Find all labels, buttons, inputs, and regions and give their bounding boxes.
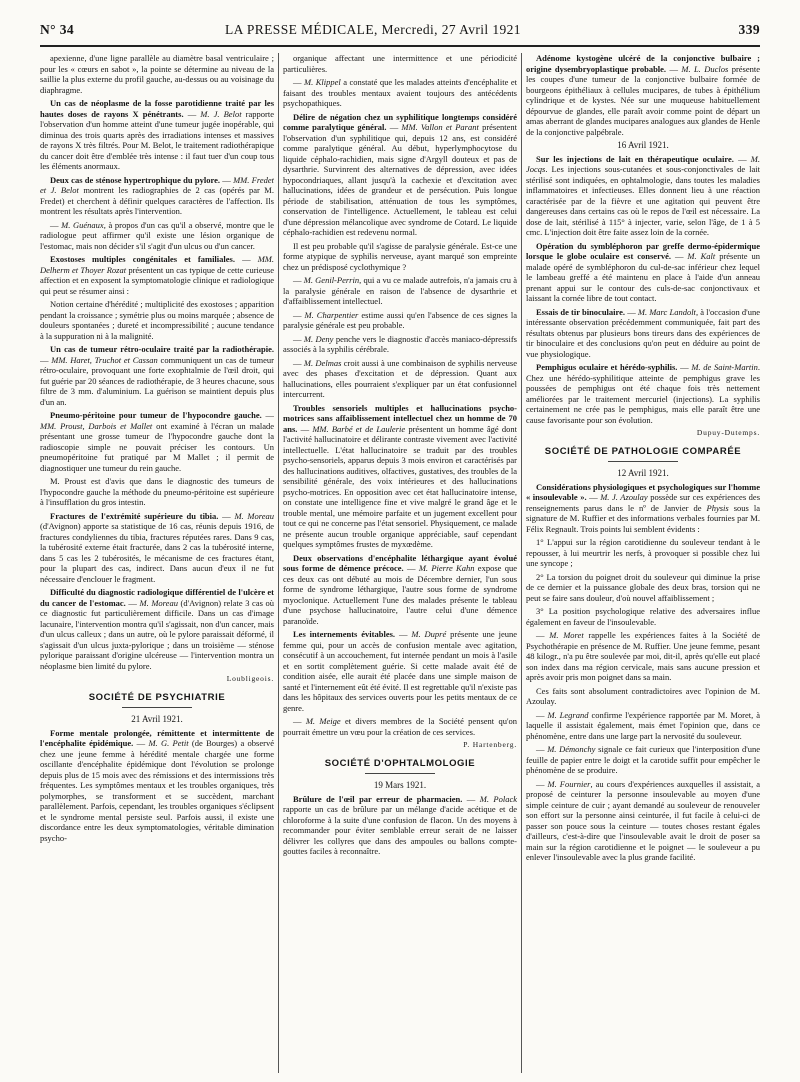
paragraph: — M. Genil-Perrin, qui a vu ce malade autrefois, n'a jamais cru à la paralysie générale en raison de l'absence de dysarthrie et d'affaiblissement intellectuel. bbox=[283, 275, 517, 306]
paragraph: 3° La position psychologique relative des adversaires influe également en faveur de l'insoulevable. bbox=[526, 606, 760, 627]
column-right bbox=[526, 53, 760, 1078]
session-date: 21 Avril 1921. bbox=[131, 714, 183, 724]
paragraph: Il est peu probable qu'il s'agisse de paralysie générale. Est-ce une forme atypique de syphilis nerveuse, ayant marqué son empreinte chez un prédisposé cyclothymique ? bbox=[283, 240, 517, 272]
paragraph: — M. Démonchy signale ce fait curieux que l'interposition d'une feuille de papier entre le doigt et la carotide suffit pour empêcher le phénomène de se produire. bbox=[526, 744, 760, 775]
paragraph: — M. Klippel a constaté que les malades atteints d'encéphalite et faisant des troubles mentaux avaient toujours des antécédents psychopathiques. bbox=[283, 77, 517, 108]
paragraph: 2° La torsion du poignet droit du souleveur qui diminue la prise de ce dernier et la puissance globale des deux bras, torsion qui ne peut se faire sans douleur, d'où nouvel affaiblissement ; bbox=[526, 571, 760, 603]
paragraph: Pemphigus oculaire et hérédo-syphilis. — M. de Saint-Martin. Chez une hérédo-syphilitique atteinte de pemphigus grave les poussées de pemphigus ont été chaque fois très nettement améliorées par le traitement mercuriel (injections). La syphilis certainement ne crée pas le pemphigus, mais elle paraît être une cause favorisante pour son évolution. bbox=[526, 362, 760, 425]
signature: P. Hartenberg. bbox=[463, 740, 517, 749]
column-divider bbox=[521, 53, 522, 1073]
session-date: 19 Mars 1921. bbox=[373, 780, 427, 790]
session-date: 12 Avril 1921. bbox=[617, 468, 669, 478]
column-left bbox=[40, 53, 274, 1078]
paragraph: Sur les injections de lait en thérapeutique oculaire. — M. Jocqs. Les injections sous-cutanées et sous-conjonctivales de lait stérilisé sont indiquées, en ophtalmologie, dans toutes les maladies inflammatoires et infectieuses. Elles donnent lieu à une réaction caractérisée par de la fièvre et une agitation qui peuvent être dangereuses dans certains cas où le repos de l'œil est nécessaire. La dose de lait, stérilisé à 115° à injecter, varie, selon l'âge, de 1 à 5 cmc. L'injection doit être faite assez loin de la cornée. bbox=[526, 153, 760, 237]
paragraph: — M. Fournier, au cours d'expériences auxquelles il assistait, a proposé de ceinturer la personne insoulevable au moyen d'une simple ceinture de cuir ; ayant demandé au souleveur de renouveler son effort sur la personne ainsi ceinturée, il fut facile à celui-ci de passer son pouce sous la ceinture — toutes choses restant égales d'ailleurs, c'est-à-dire que l'insoulevable avait le droit de poser sa main sur la région carotidienne et le poignet — le souleveur a pu enlever l'insoulevable avec la plus grande facilité. bbox=[526, 778, 760, 862]
paragraph: Notion certaine d'hérédité ; multiplicité des exostoses ; apparition pendant la croissance ; symétrie plus ou moins marquée ; absence de douleurs spontanées ; dureté et incompressibilité ; aucune tendance à la suppuration ni à la malignité. bbox=[40, 299, 274, 341]
page-number: 339 bbox=[738, 22, 760, 37]
paragraph: Troubles sensoriels multiples et hallucinations psycho-motrices sans affaiblissement intellectuel chez un homme de 70 ans. — MM. Barbé et de Laulerie présentent un homme âgé dont l'activité hallucinatoire et délirante contraste vivement avec l'activité intellectuelle. L'état hallucinatoire se traduit par des troubles psycho-sensoriels, apparus depuis 3 mois environ et caractérisés par des hallucinations auditives, olfactives, gustatives, des troubles de la sensibilité générale, des voix intérieures et des hallucinations psycho-motrices. En opposition avec cet état hallucinatoire intense, on constate une intelligence fine et vive malgré le grand âge et le trouble mental, une mémoire parfaite et un jugement excellent pour tout ce qui ne concerne pas l'état sensoriel. Physiquement, ce malade ne présente aucun trouble organique appréciable, sauf cependant quelques symptômes frustes de myxœdème. bbox=[283, 402, 517, 549]
signature: Dupuy-Dutemps. bbox=[696, 428, 760, 437]
paragraph: M. Proust est d'avis que dans le diagnostic des tumeurs de l'hypocondre gauche la méthode du pneumo-péritoine est supérieure à l'insufflation du gros intestin. bbox=[40, 476, 274, 507]
paragraph: organique affectant une intermittence et une périodicité particulières. bbox=[283, 53, 517, 74]
paragraph: apexienne, d'une ligne parallèle au diamètre basal ventriculaire ; pour les « cœurs en sabot », la pointe se détermine au niveau de la saillie la plus externe du profil gauche, au-dessus ou au voisinage du diaphragme. bbox=[40, 53, 274, 95]
signature: Loubligeois. bbox=[226, 674, 274, 683]
section-heading: SOCIÉTÉ D'OPHTALMOLOGIE bbox=[324, 757, 476, 769]
paragraph: — M. Moret rappelle les expériences faites à la Société de Psychothérapie en présence de M. Ruffier. Une jeune femme, pesant 48 kilogr., n'a pu être soulevée par moi, dit-il, après qu'elle eut placé son index dans ma région cervicale, mais sans aucune pression et après avoir pris mon poignet dans sa main. bbox=[526, 630, 760, 682]
paragraph: — M. Meige et divers membres de la Société pensent qu'on pourrait émettre un vœu pour la création de ces services. bbox=[283, 716, 517, 737]
column-middle bbox=[283, 53, 517, 1078]
paragraph: — M. Guénaux, à propos d'un cas qu'il a observé, montre que le radiologue peut affirmer qu'il existe une lésion organique de l'estomac, mais non décider s'il s'agit d'un ulcus ou d'un cancer. bbox=[40, 219, 274, 251]
paragraph: — M. Delmas croit aussi à une combinaison de syphilis nerveuse avec des phases d'excitation et de dépression. Quant aux hallucinations, elles pourraient s'expliquer par un état confusionnel intercurrent. bbox=[283, 357, 517, 399]
paragraph: Difficulté du diagnostic radiologique différentiel de l'ulcère et du cancer de l'estomac. — M. Moreau (d'Avignon) relate 3 cas où ce diagnostic fut particulièrement difficile. Dans un cas d'image lacunaire, l'intervention montra qu'il s'agissait, non d'un cancer, mais d'un ulcus calleux ; dans un autre, où le pylore paraissait déformé, il s'agissait d'un ulcus juxta-pylorique ; dans un troisième — sténose pylorique paraissant d'origine ulcéreuse — l'intervention montra un néoplasme bien limité du pylore. bbox=[40, 587, 274, 671]
paragraph: Opération du symbléphoron par greffe dermo-épidermique lorsque le globe oculaire est conservé. — M. Kalt présente un malade opéré de symbléphoron du cul-de-sac inférieur chez lequel le lambeau greffé a été maintenu en place à l'aide d'un anneau prenant appui sur le contour des culs-de-sac conjonctivaux et laissant la cornée libre de tout contact. bbox=[526, 240, 760, 303]
issue-number: N° 34 bbox=[40, 22, 75, 37]
paragraph: Considérations physiologiques et psychologiques sur l'homme « insoulevable ». — M. J. Azoulay possède sur ces expériences des renseignements parus dans le nº de Janvier de Physis sous la signature de M. Ruffier et des informations verbales fournies par M. Félix Regnault. Trois points lui semblent évidents : bbox=[526, 481, 760, 534]
header-rule bbox=[40, 45, 760, 47]
paragraph: — M. Charpentier estime aussi qu'en l'absence de ces signes la paralysie générale est peu probable. bbox=[283, 309, 517, 330]
journal-title: LA PRESSE MÉDICALE, Mercredi, 27 Avril 1921 bbox=[225, 22, 521, 37]
paragraph: 1° L'appui sur la région carotidienne du souleveur tendant à le repousser, à lui meurtrir les nerfs, à provoquer si possible chez lui une syncope ; bbox=[526, 537, 760, 568]
paragraph: Forme mentale prolongée, rémittente et intermittente de l'encéphalite épidémique. — M. G. Petit (de Bourges) a observé chez une jeune femme à hérédité mentale chargée une forme oscillante d'encéphalite épidémique dont l'évolution se prolonge depuis plus de 15 mois avec des rémissions et des intermissions très fréquentes. Les symptômes mentaux et les troubles organiques, très polymorphes, se transforment et se succèdent, marchant parallèlement. Parfois, cependant, les troubles organiques s'éclipsent et le syndrome mental persiste seul. Parfois aussi, il existe une discordance entre les deux symptomatologies, véritable dimination psycho- bbox=[40, 727, 274, 843]
paragraph: Pneumo-péritoine pour tumeur de l'hypocondre gauche. — MM. Proust, Darbois et Mallet ont examiné à l'écran un malade présentant une grosse tumeur de l'hypocondre gauche dont la radioscopie simple ne pouvait préciser les contours. Un pneumopéritoine fut pratiqué par M Mallet ; il permit de diagnostiquer une tumeur du rein gauche. bbox=[40, 410, 274, 473]
section-rule bbox=[365, 773, 435, 774]
paragraph: Essais de tir binoculaire. — M. Marc Landolt, à l'occasion d'une intéressante observation précédemment communiquée, fait part des résultats obtenus par plusieurs bons tireurs dans des expériences de tir binoculaire et des conclusions qu'on peut en déduire au point de vue physiologique. bbox=[526, 306, 760, 359]
paragraph: Ces faits sont absolument contradictoires avec l'opinion de M. Azoulay. bbox=[526, 685, 760, 706]
section-heading: SOCIÉTÉ DE PSYCHIATRIE bbox=[88, 691, 226, 703]
paragraph: Deux cas de sténose hypertrophique du pylore. — MM. Fredet et J. Belot montrent les radiographies de 2 cas (opérés par M. Fredet) et cherchent à définir quelques caractères de l'affection. Ils montrent les résultats après l'intervention. bbox=[40, 174, 274, 216]
paragraph: — M. Deny penche vers le diagnostic d'accès maniaco-dépressifs associés à la syphilis cérébrale. bbox=[283, 333, 517, 354]
paragraph: Fractures de l'extrémité supérieure du tibia. — M. Moreau (d'Avignon) apporte sa statistique de 16 cas, réunis depuis 1916, de fractures condyliennes du tibia, fractures réputées rares. Dans 9 cas, la tubérosité externe était fracturée, dans 2 cas la tubérosité interne, dans 5 cas les 2 tubérosités, le mécanisme de ces fractures étant, pour la plupart des cas, indirect. Dans aucun d'eux il ne fut nécessaire d'enclouer le fragment. bbox=[40, 510, 274, 584]
paragraph: Les internements évitables. — M. Dupré présente une jeune femme qui, pour un accès de confusion mentale avec agitation, consécutif à un accouchement, fut internée pendant un mois à l'asile et en sortit complètement guérie. Si cette malade avait été de condition aisée, elle aurait été placée dans une simple maison de santé et l'internement eût été évité. Il est regrettable qu'il n'existe pas dans les hôpitaux des services ouverts pour les petits mentaux de ce genre. bbox=[283, 629, 517, 713]
paragraph: Délire de négation chez un syphilitique longtemps considéré comme paralytique général. — MM. Vallon et Parant présentent l'observation d'un syphilitique qui, depuis 12 ans, est considéré comme paralytique général. Au début, hyperlymphocytose du liquide céphalo-rachidien, mais signe d'Argyll douteux et pas de dysarthrie. Survinrent des alternatives de dépression, avec idées hypocondriaques, allant jusqu'à la cachexie et d'excitation avec hallucinations, idées de grandeur et de persécution. Puis longue période de stabilisation, atténuation de tous les symptômes, conservation de l'intelligence. Actuellement, le tableau est celui d'une dépression mélancolique avec syndrome de Cotard. Le liquide céphalo-rachidien est redevenu normal. bbox=[283, 111, 517, 237]
paragraph: Un cas de néoplasme de la fosse parotidienne traité par les hautes doses de rayons X pénétrants. — M. J. Belot rapporte l'observation d'un homme atteint d'une tumeur jugée inopérable, qui diminua des trois quarts après des irradiations intenses et massives de rayons X très filtrés. Pour M. Belot, le traitement radiothérapique du cancer doit être d'emblée très intense : il faut tuer d'un coup tous les éléments anormaux. bbox=[40, 98, 274, 171]
paragraph: Exostoses multiples congénitales et familiales. — MM. Delherm et Thoyer Rozat présentent un cas typique de cette curieuse affection et en exposent la symptomatologie clinique et radiologique qui peut se résumer ainsi : bbox=[40, 254, 274, 296]
section-rule bbox=[608, 461, 678, 462]
page-header bbox=[40, 22, 760, 44]
column-divider bbox=[278, 53, 279, 1073]
paragraph: — M. Legrand confirme l'expérience rapportée par M. Moret, à laquelle il assistait également, mais émet l'opinion que, dans ce phénomène, entre dans une large part la nervosité du souleveur. bbox=[526, 709, 760, 741]
paragraph: Adénome kystogène ulcéré de la conjonctive bulbaire ; origine dysembryoplastique probable. — M. L. Duclos présente les coupes d'une tumeur de la conjonctive bulbaire formée de bourgeons épithéliaux à cellules mucipares, de tubes à épithélium cylindrique et de kystes. Née sur une muqueuse habituellement dépourvue de glandes, elle paraît avoir comme point de départ un amas aberrant de glandes mucipares analogues aux glandes de Henle de la conjonctive palpébrale. bbox=[526, 53, 760, 137]
session-date: 16 Avril 1921. bbox=[617, 140, 669, 150]
paragraph: Brûlure de l'œil par erreur de pharmacien. — M. Polack rapporte un cas de brûlure par un mélange d'acide acétique et de chloroforme à la suite d'une confusion de flacon. Un des moyens à recommander pour éviter semblable erreur serait de ne laisser délivrer les collyres que dans des ampoules ou ballons compte-gouttes faciles à reconnaître. bbox=[283, 793, 517, 856]
section-rule bbox=[122, 707, 192, 708]
section-heading: SOCIÉTÉ DE PATHOLOGIE COMPARÉE bbox=[544, 445, 742, 457]
paragraph: Un cas de tumeur rétro-oculaire traité par la radiothérapie. — MM. Haret, Truchot et Cassan communiquent un cas de tumeur rétro-oculaire, provoquant une forte exophtalmie de l'œil droit, qui fut guérie par 20 séances de radiothérapie, de 3 heures chacune, sous filtre de 3 mm. d'aluminium. La guérison se maintient depuis plus d'un an. bbox=[40, 344, 274, 407]
paragraph: Deux observations d'encéphalite léthargique ayant évolué sous forme de démence précoce. — M. Pierre Kahn expose que ces deux cas ont débuté au mois de Décembre dernier, l'un sous forme de syndrome léthargique, l'autre sous forme de syndrome myoclonique. Actuellement l'une des malades présente le tableau d'une psychose hallucinatoire, l'autre celui d'une démence paranoïde. bbox=[283, 552, 517, 626]
